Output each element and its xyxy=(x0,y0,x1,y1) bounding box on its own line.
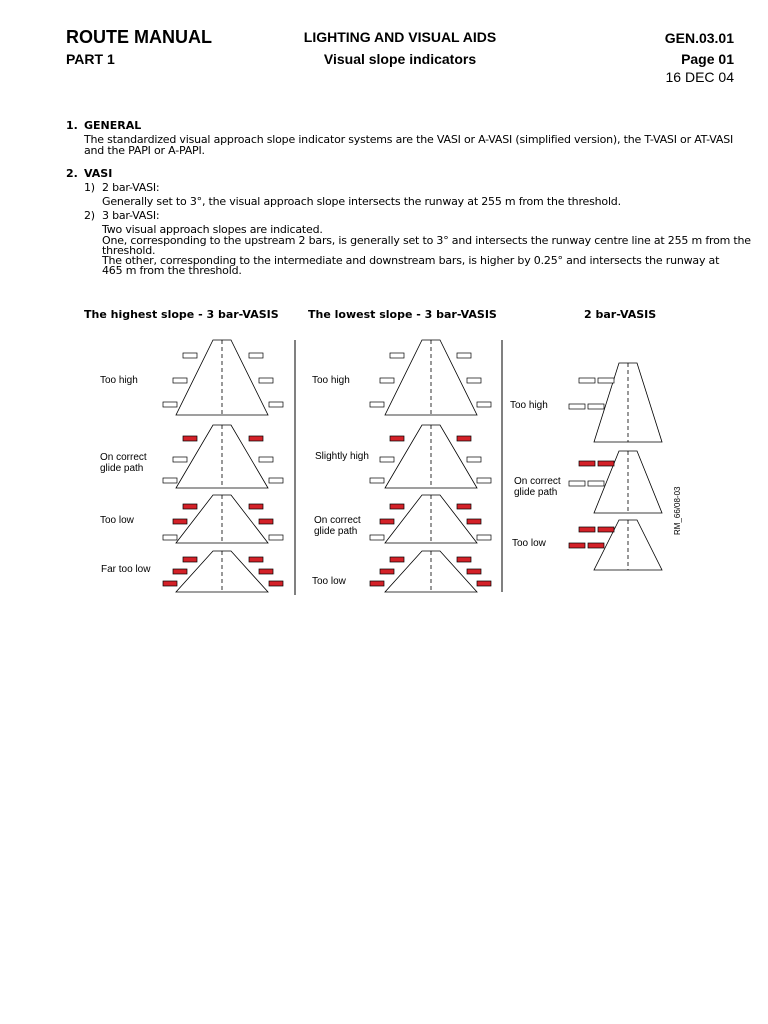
red-light-bar xyxy=(588,543,604,548)
white-light-bar xyxy=(269,402,283,407)
red-light-bar xyxy=(249,504,263,509)
red-light-bar xyxy=(249,436,263,441)
state-label: Too high xyxy=(100,375,138,386)
state-label: Far too low xyxy=(101,564,151,575)
red-light-bar xyxy=(173,519,187,524)
red-light-bar xyxy=(598,461,614,466)
white-light-bar xyxy=(370,535,384,540)
white-light-bar xyxy=(569,481,585,486)
section-subtitle: Visual slope indicators xyxy=(323,51,477,67)
doc-code: GEN.03.01 xyxy=(664,30,734,46)
section-title-text: GENERAL xyxy=(84,119,142,132)
white-light-bar xyxy=(370,478,384,483)
state-label: Too high xyxy=(312,375,350,386)
red-light-bar xyxy=(457,504,471,509)
paragraph-line: 465 m from the threshold. xyxy=(102,264,242,277)
red-light-bar xyxy=(269,581,283,586)
list-item-title: 3 bar-VASI: xyxy=(102,209,160,222)
state-label: Slightly high xyxy=(315,451,369,462)
red-light-bar xyxy=(457,557,471,562)
list-item-title: 2 bar-VASI: xyxy=(102,181,160,194)
red-light-bar xyxy=(380,569,394,574)
issue-date: 16 DEC 04 xyxy=(665,69,734,85)
state-label: Too low xyxy=(512,538,546,549)
runway-outline xyxy=(594,363,662,442)
list-item-number: 1) xyxy=(84,181,95,194)
page-number: Page 01 xyxy=(681,51,734,67)
white-light-bar xyxy=(467,378,481,383)
manual-title: ROUTE MANUAL xyxy=(66,27,212,47)
red-light-bar xyxy=(249,557,263,562)
white-light-bar xyxy=(173,457,187,462)
white-light-bar xyxy=(173,378,187,383)
part-label: PART 1 xyxy=(66,51,115,67)
red-light-bar xyxy=(370,581,384,586)
white-light-bar xyxy=(249,353,263,358)
section-title: LIGHTING AND VISUAL AIDS xyxy=(303,29,497,45)
state-label: On correct glide path xyxy=(314,515,361,537)
state-label: On correct glide path xyxy=(514,476,561,498)
red-light-bar xyxy=(390,436,404,441)
red-light-bar xyxy=(183,436,197,441)
paragraph-line: and the PAPI or A-PAPI. xyxy=(84,144,205,157)
white-light-bar xyxy=(569,404,585,409)
white-light-bar xyxy=(163,535,177,540)
section-number: 2. xyxy=(66,167,78,180)
figure-title-2bar: 2 bar-VASIS xyxy=(584,308,657,321)
red-light-bar xyxy=(380,519,394,524)
red-light-bar xyxy=(477,581,491,586)
white-light-bar xyxy=(598,378,614,383)
red-light-bar xyxy=(183,504,197,509)
white-light-bar xyxy=(259,457,273,462)
white-light-bar xyxy=(457,353,471,358)
red-light-bar xyxy=(390,504,404,509)
red-light-bar xyxy=(579,527,595,532)
paragraph-line: The standardized visual approach slope indicator systems are the VASI or A-VASI (simplified version), the T-VASI or AT-VASI xyxy=(84,133,734,146)
paragraph-line: Two visual approach slopes are indicated. xyxy=(102,223,323,236)
red-light-bar xyxy=(467,519,481,524)
red-light-bar xyxy=(598,527,614,532)
paragraph-line: threshold. xyxy=(102,244,156,257)
white-light-bar xyxy=(588,404,604,409)
red-light-bar xyxy=(457,436,471,441)
white-light-bar xyxy=(380,378,394,383)
figure-title-lowest-slope: The lowest slope - 3 bar-VASIS xyxy=(308,308,497,321)
red-light-bar xyxy=(259,519,273,524)
white-light-bar xyxy=(477,402,491,407)
white-light-bar xyxy=(588,481,604,486)
red-light-bar xyxy=(183,557,197,562)
red-light-bar xyxy=(579,461,595,466)
state-label: Too low xyxy=(312,576,346,587)
white-light-bar xyxy=(467,457,481,462)
white-light-bar xyxy=(163,402,177,407)
paragraph-line: The other, corresponding to the intermediate and downstream bars, is higher by 0.25° and intersects the runway at xyxy=(102,254,720,267)
list-item-number: 2) xyxy=(84,209,95,222)
state-label: Too high xyxy=(510,400,548,411)
section-title-text: VASI xyxy=(84,167,113,180)
white-light-bar xyxy=(370,402,384,407)
figure-title-highest-slope: The highest slope - 3 bar-VASIS xyxy=(84,308,279,321)
red-light-bar xyxy=(467,569,481,574)
white-light-bar xyxy=(579,378,595,383)
red-light-bar xyxy=(259,569,273,574)
red-light-bar xyxy=(390,557,404,562)
figure-reference: RM_66/08-03 xyxy=(673,486,682,535)
white-light-bar xyxy=(183,353,197,358)
white-light-bar xyxy=(477,478,491,483)
white-light-bar xyxy=(269,535,283,540)
red-light-bar xyxy=(173,569,187,574)
white-light-bar xyxy=(380,457,394,462)
red-light-bar xyxy=(569,543,585,548)
white-light-bar xyxy=(259,378,273,383)
white-light-bar xyxy=(477,535,491,540)
state-label: Too low xyxy=(100,515,134,526)
paragraph-line: One, corresponding to the upstream 2 bars, is generally set to 3° and intersects the runway centre line at 255 m from the xyxy=(102,234,751,247)
white-light-bar xyxy=(390,353,404,358)
section-number: 1. xyxy=(66,119,78,132)
white-light-bar xyxy=(269,478,283,483)
white-light-bar xyxy=(163,478,177,483)
state-label: On correct glide path xyxy=(100,452,147,474)
red-light-bar xyxy=(163,581,177,586)
paragraph-line: Generally set to 3°, the visual approach slope intersects the runway at 255 m from the threshold. xyxy=(102,195,621,208)
